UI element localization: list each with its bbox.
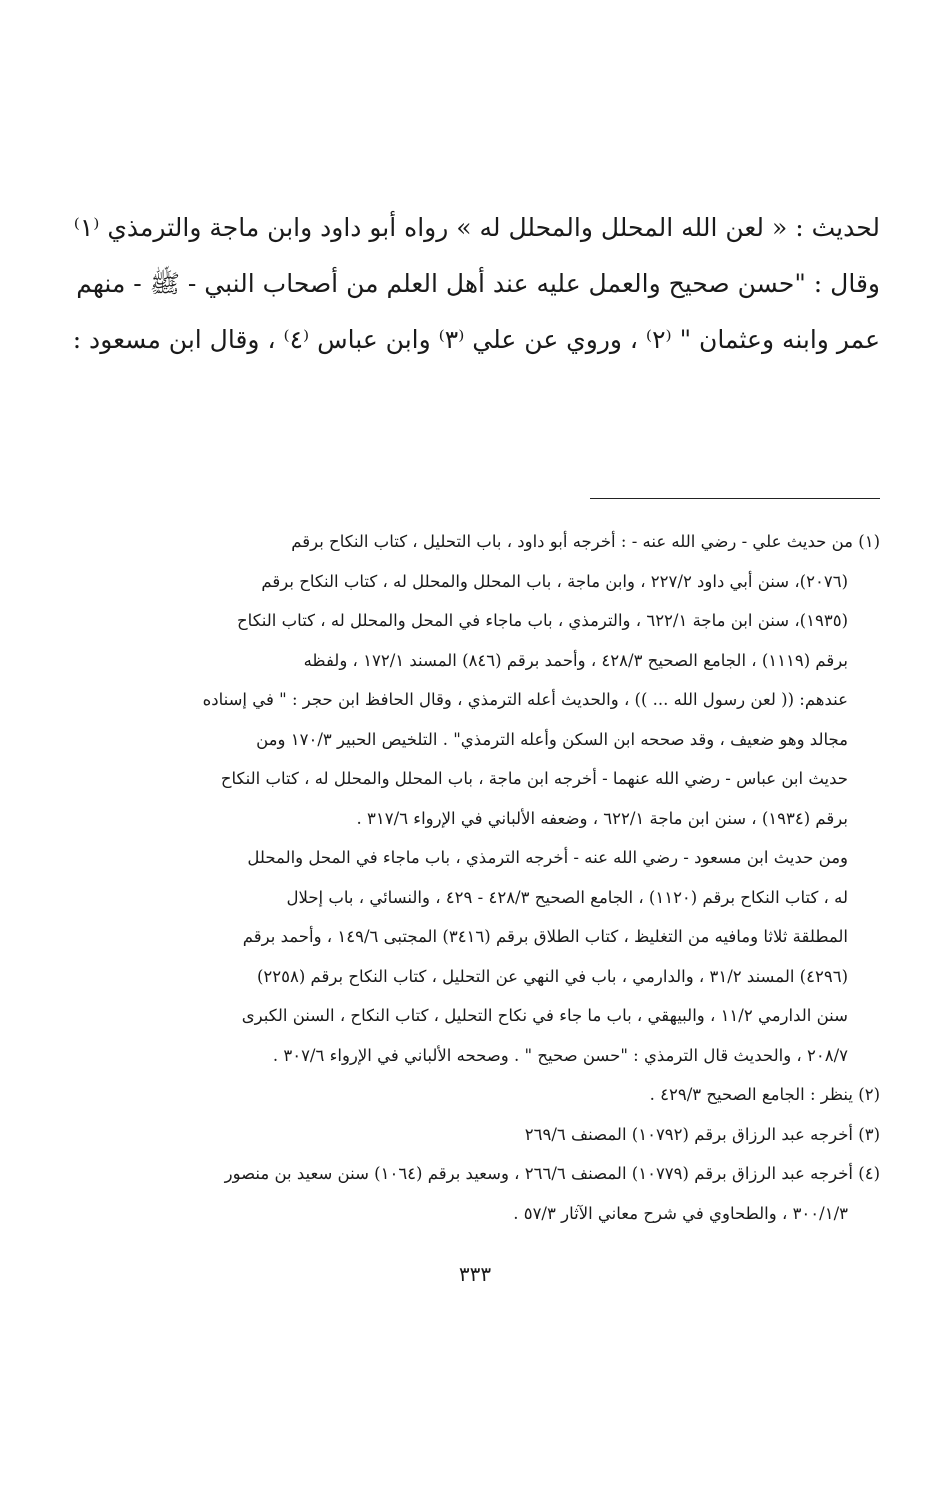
footnote-line: برقم (١٩٣٤) ، سنن ابن ماجة ٦٢٢/١ ، وضعفه الألباني في الإرواء ٣١٧/٦ . xyxy=(356,808,848,828)
footnote-line: سنن الدارمي ١١/٢ ، والبيهقي ، باب ما جاء في نكاح التحليل ، كتاب النكاح ، السنن الكبرى xyxy=(241,1006,848,1025)
footnote-line: (٤) أخرجه عبد الرزاق برقم (١٠٧٧٩) المصنف ٢٦٦/٦ ، وسعيد برقم (١٠٦٤) سنن سعيد بن منصور xyxy=(224,1164,880,1183)
footnote-line: (٢٠٧٦)، سنن أبي داود ٢٢٧/٢ ، وابن ماجة ، باب المحلل والمحلل له ، كتاب النكاح برقم xyxy=(261,571,848,591)
footnote-line: ٢٠٨/٧ ، والحديث قال الترمذي : "حسن صحيح " . وصححه الألباني في الإرواء ٣٠٧/٦ . xyxy=(272,1045,848,1065)
footnotes-block xyxy=(65,522,880,1233)
footnote-line: عندهم: (( لعن رسول الله ... )) ، والحديث أعله الترمذي ، وقال الحافظ ابن حجر : " في إسناده xyxy=(202,690,848,709)
footnote-line: ومن حديث ابن مسعود - رضي الله عنه - أخرجه الترمذي ، باب ماجاء في المحل والمحلل xyxy=(247,848,848,867)
footnote-line: ٣٠٠/١/٣ ، والطحاوي في شرح معاني الآثار ٥٧/٣ . xyxy=(513,1203,848,1223)
footnote-line: (٣) أخرجه عبد الرزاق برقم (١٠٧٩٢) المصنف ٢٦٩/٦ xyxy=(524,1124,880,1144)
page-number: ٣٣٣ xyxy=(458,1262,492,1286)
footnote-line: (١٩٣٥)، سنن ابن ماجة ٦٢٢/١ ، والترمذي ، باب ماجاء في المحل والمحلل له ، كتاب النكاح xyxy=(237,611,848,630)
footnote-line: برقم (١١١٩) ، الجامع الصحيح ٤٢٨/٣ ، وأحمد برقم (٨٤٦) المسند ١٧٢/١ ، ولفظه xyxy=(303,650,848,670)
footnote-separator xyxy=(590,498,880,499)
main-text-block xyxy=(70,200,880,368)
footnote-line: له ، كتاب النكاح برقم (١١٢٠) ، الجامع الصحيح ٤٢٨/٣ - ٤٢٩ ، والنسائي ، باب إحلال xyxy=(286,887,848,907)
footnote-line: المطلقة ثلاثا ومافيه من التغليظ ، كتاب الطلاق برقم (٣٤١٦) المجتبى ١٤٩/٦ ، وأحمد برقم xyxy=(242,927,848,946)
main-text-line: لحديث : « لعن الله المحلل والمحلل له » رواه أبو داود وابن ماجة والترمذي ⁽١⁾ xyxy=(73,213,880,242)
footnote-line: حديث ابن عباس - رضي الله عنهما - أخرجه ابن ماجة ، باب المحلل والمحلل له ، كتاب النكاح xyxy=(220,769,848,788)
footnote-line: مجالد وهو ضعيف ، وقد صححه ابن السكن وأعله الترمذي" . التلخيص الحبير ١٧٠/٣ ومن xyxy=(256,729,848,749)
footnote-line: (١) من حديث علي - رضي الله عنه - : أخرجه أبو داود ، باب التحليل ، كتاب النكاح برقم xyxy=(291,532,880,551)
main-text-line: وقال : "حسن صحيح والعمل عليه عند أهل العلم من أصحاب النبي - ﷺ - منهم xyxy=(76,269,880,298)
main-text-line: عمر وابنه وعثمان " ⁽٢⁾ ، وروي عن علي ⁽٣⁾ وابن عباس ⁽٤⁾ ، وقال ابن مسعود : xyxy=(72,325,880,354)
footnote-line: (٢) ينظر : الجامع الصحيح ٤٢٩/٣ . xyxy=(649,1085,880,1104)
footnote-line: (٤٢٩٦) المسند ٣١/٢ ، والدارمي ، باب في النهي عن التحليل ، كتاب النكاح برقم (٢٢٥٨) xyxy=(256,966,848,986)
